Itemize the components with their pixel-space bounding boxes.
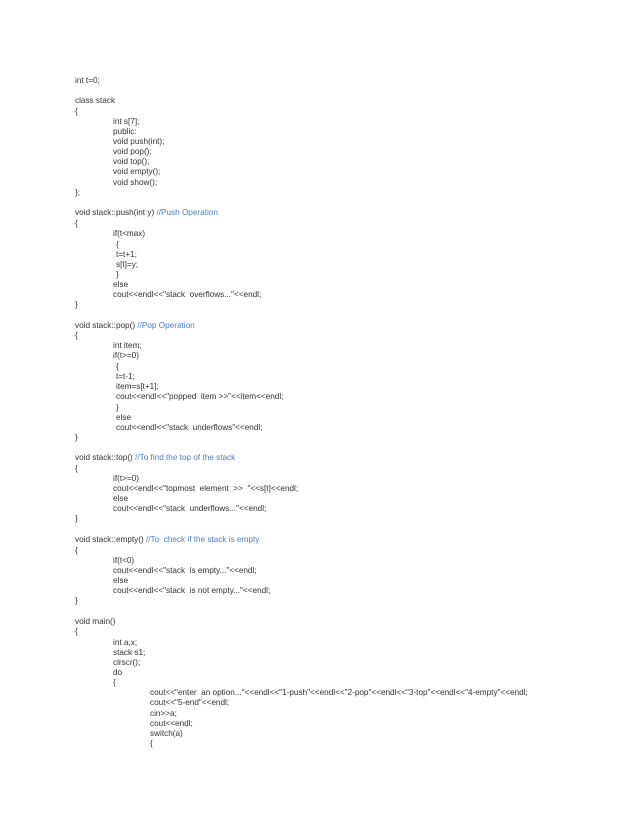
- code-comment: //Pop Operation: [137, 321, 195, 330]
- code-line: [113, 341, 142, 351]
- code-line: [75, 96, 115, 106]
- code-text: class stack: [75, 96, 116, 105]
- code-line: [75, 107, 78, 117]
- code-text: if(t<0): [113, 556, 135, 565]
- code-line: [75, 617, 116, 627]
- code-text: item=s[t+1];: [116, 382, 159, 391]
- code-text: void stack::empty(): [75, 535, 146, 544]
- code-text: else: [113, 494, 129, 503]
- code-text: void show();: [113, 178, 158, 187]
- code-line: [116, 382, 159, 392]
- code-line: [75, 596, 78, 606]
- code-text: cout<<endl<<"stack is empty..."<<endl;: [113, 566, 257, 575]
- code-text: }: [75, 300, 78, 309]
- code-text: else: [113, 576, 129, 585]
- code-line: [113, 290, 261, 300]
- code-text: }: [75, 596, 78, 605]
- code-text: void push(int);: [113, 137, 165, 146]
- code-line: [113, 678, 116, 688]
- code-text: {: [116, 362, 119, 371]
- code-line: [150, 729, 183, 739]
- code-line: [75, 453, 235, 463]
- code-text: {: [116, 240, 119, 249]
- code-line: [116, 403, 119, 413]
- code-text: public:: [113, 127, 137, 136]
- code-text: cout<<endl<<"topmost element >> "<<s[t]<<endl;: [113, 484, 299, 493]
- code-line: [113, 167, 160, 177]
- code-line: [116, 250, 137, 260]
- code-text: {: [113, 678, 116, 687]
- code-text: if(t>=0): [113, 474, 139, 483]
- code-text: cout<<endl<<"stack is not empty..."<<endl;: [113, 586, 271, 595]
- code-comment: //Push Operation: [156, 208, 218, 217]
- code-line: [113, 137, 164, 147]
- code-line: [75, 321, 195, 331]
- code-line: [113, 484, 298, 494]
- code-line: [113, 566, 257, 576]
- code-line: [150, 709, 177, 719]
- code-text: void pop();: [113, 147, 152, 156]
- code-text: t=t+1;: [116, 250, 137, 259]
- code-text: cout<<endl<<"stack underflows..."<<endl;: [113, 504, 267, 513]
- code-text: else: [116, 413, 132, 422]
- code-line: [75, 535, 259, 545]
- code-text: {: [75, 464, 78, 473]
- code-text: cout<<"5-end"<<endl;: [150, 698, 230, 707]
- code-text: void stack::top(): [75, 453, 136, 462]
- code-line: [113, 576, 128, 586]
- code-text: if(t<max): [113, 229, 146, 238]
- code-line: [113, 178, 157, 188]
- code-line: [113, 648, 145, 658]
- code-text: cout<<endl<<"popped item >>"<<item<<endl;: [116, 392, 284, 401]
- code-line: [116, 270, 119, 280]
- code-text: {: [150, 739, 153, 748]
- code-text: }: [75, 433, 78, 442]
- code-text: }: [75, 514, 78, 523]
- code-line: [116, 413, 131, 423]
- code-text: int a,x;: [113, 638, 138, 647]
- code-text: clrscr();: [113, 658, 141, 667]
- code-text: int t=0;: [75, 76, 100, 85]
- code-text: {: [75, 546, 78, 555]
- code-line: [113, 351, 139, 361]
- code-line: [113, 638, 137, 648]
- code-text: t=t-1;: [116, 372, 135, 381]
- code-line: [75, 514, 78, 524]
- code-text: cout<<endl<<"stack overflows..."<<endl;: [113, 290, 262, 299]
- code-text: cout<<"enter an option..."<<endl<<"1-push"<<endl<<"2-pop"<<endl<<"3-top"<<endl<<"4-empty"<<endl;: [150, 688, 528, 697]
- code-line: [113, 127, 137, 137]
- code-line: [116, 372, 135, 382]
- code-text: void stack::pop(): [75, 321, 138, 330]
- code-text: {: [75, 107, 78, 116]
- code-text: void main(): [75, 617, 116, 626]
- code-line: [75, 300, 78, 310]
- code-text: int item;: [113, 341, 142, 350]
- code-line: [150, 739, 153, 749]
- code-line: [75, 76, 100, 86]
- code-line: [75, 433, 78, 443]
- code-text: }: [116, 403, 119, 412]
- code-text: {: [75, 219, 78, 228]
- code-line: [113, 556, 134, 566]
- code-text: void top();: [113, 157, 150, 166]
- code-text: void stack::push(int y): [75, 208, 157, 217]
- code-text: do: [113, 668, 123, 677]
- code-text: }: [116, 270, 119, 279]
- code-line: [113, 658, 140, 668]
- code-line: [113, 280, 128, 290]
- code-line: [75, 627, 78, 637]
- code-text: cout<<endl<<"stack underflows"<<endl;: [116, 423, 263, 432]
- code-text: stack s1;: [113, 648, 146, 657]
- code-line: [150, 698, 229, 708]
- code-line: [75, 208, 218, 218]
- code-text: if(t>=0): [113, 351, 139, 360]
- code-text: switch(a): [150, 729, 183, 738]
- code-line: [113, 157, 149, 167]
- code-line: [116, 362, 119, 372]
- code-line: [113, 494, 128, 504]
- code-text: else: [113, 280, 129, 289]
- code-line: [75, 546, 78, 556]
- code-text: };: [75, 188, 81, 197]
- code-text: cout<<endl;: [150, 719, 193, 728]
- code-text: s[t]=y;: [116, 260, 139, 269]
- code-line: [113, 147, 152, 157]
- code-line: [116, 240, 119, 250]
- code-comment: //To find the top of the stack: [135, 453, 236, 462]
- code-line: [113, 117, 139, 127]
- code-line: [116, 392, 283, 402]
- code-text: {: [75, 627, 78, 636]
- code-line: [75, 219, 78, 229]
- code-line: [75, 188, 80, 198]
- code-line: [116, 260, 138, 270]
- code-comment: //To check if the stack is empty: [145, 535, 260, 544]
- code-text: {: [75, 331, 78, 340]
- code-line: [150, 719, 193, 729]
- code-line: [113, 229, 145, 239]
- code-line: [75, 464, 78, 474]
- code-line: [113, 504, 266, 514]
- code-line: [113, 668, 122, 678]
- code-line: [150, 688, 528, 698]
- code-text: cin>>a;: [150, 709, 177, 718]
- code-line: [113, 474, 139, 484]
- code-line: [75, 331, 78, 341]
- code-text: void empty();: [113, 167, 161, 176]
- code-line: [113, 586, 270, 596]
- code-line: [116, 423, 262, 433]
- code-text: int s[7];: [113, 117, 140, 126]
